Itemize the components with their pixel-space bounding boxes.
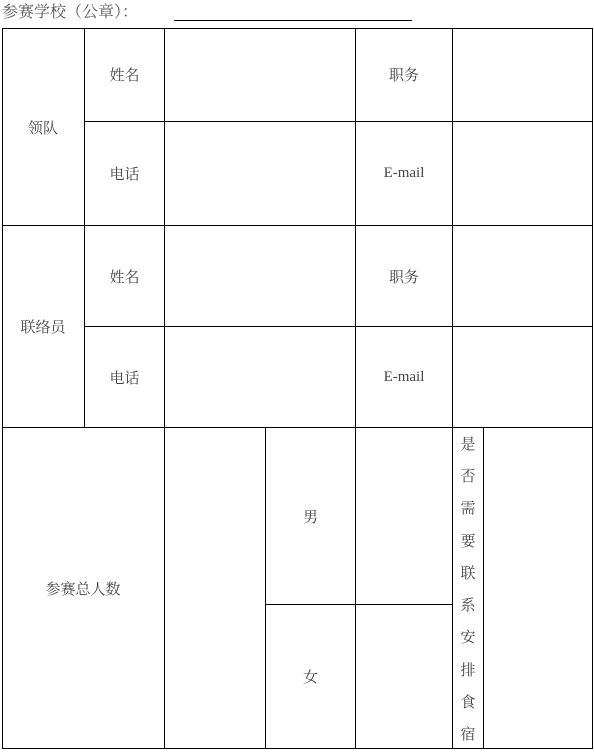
table-border-bottom: [2, 748, 593, 749]
male-count-field[interactable]: [356, 428, 452, 604]
lodging-char: 否: [460, 467, 476, 486]
total-participants-label: 参赛总人数: [45, 579, 121, 598]
leader-phone-label: 电话: [109, 165, 140, 183]
liaison-title-label: 职务: [388, 267, 419, 286]
liaison-email-label: E-mail: [383, 368, 425, 385]
liaison-title-field[interactable]: [453, 226, 592, 326]
liaison-name-label: 姓名: [109, 267, 140, 286]
lodging-char: 宿: [460, 724, 476, 743]
male-label: 男: [302, 507, 318, 526]
leader-email-label: E-mail: [383, 165, 425, 181]
lodging-char: 要: [460, 531, 476, 550]
lodging-char: 排: [460, 660, 476, 679]
leader-name-field[interactable]: [165, 29, 355, 121]
liaison-phone-field[interactable]: [165, 327, 355, 427]
leader-title-label: 职务: [388, 66, 419, 84]
total-participants-field[interactable]: [165, 428, 265, 748]
liaison-email-field[interactable]: [453, 327, 592, 427]
lodging-char: 是: [460, 435, 476, 453]
leader-group-label: 领队: [27, 118, 58, 137]
liaison-phone-label: 电话: [109, 368, 140, 387]
liaison-name-field[interactable]: [165, 226, 355, 326]
leader-title-field[interactable]: [453, 29, 592, 121]
lodging-answer-field[interactable]: [484, 428, 592, 748]
leader-email-field[interactable]: [453, 122, 592, 225]
lodging-question-label: [453, 428, 483, 748]
table-border-right: [592, 28, 593, 749]
lodging-char: 系: [460, 596, 476, 615]
school-header-label: 参赛学校（公章）：: [2, 2, 139, 21]
lodging-char: 安: [460, 628, 476, 647]
liaison-group-label: 联络员: [20, 318, 66, 336]
leader-name-label: 姓名: [109, 66, 140, 84]
female-label: 女: [302, 668, 318, 686]
lodging-char: 需: [460, 499, 476, 518]
female-count-field[interactable]: [356, 605, 452, 748]
leader-phone-field[interactable]: [165, 122, 355, 225]
lodging-char: 食: [460, 692, 476, 711]
lodging-char: 联: [460, 563, 476, 582]
